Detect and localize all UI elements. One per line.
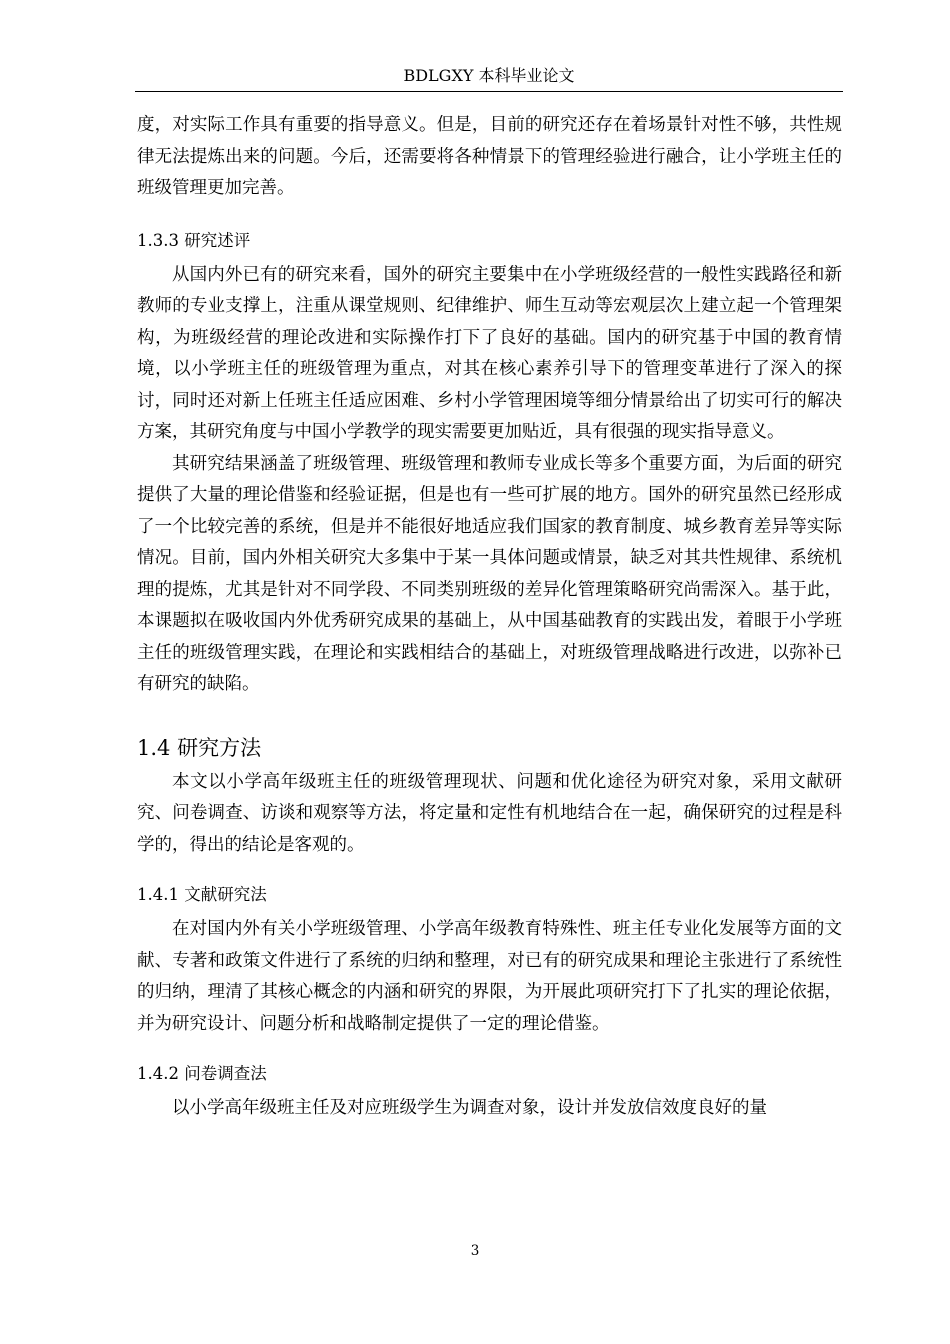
body-content — [137, 110, 842, 1125]
section-heading-1-3-3: 1.3.3 研究述评 — [137, 230, 251, 250]
header-divider — [135, 91, 843, 92]
section-heading-1-4-1: 1.4.1 文献研究法 — [137, 885, 267, 904]
paragraph-literature-method: 在对国内外有关小学班级管理、小学高年级教育特殊性、班主任专业化发展等方面的文献、专著和政策文件进行了系统的归纳和整理，对已有的研究成果和理论主张进行了系统性的归纳，理清了其核心概念的内涵和研究的界限，为开展此项研究打下了扎实的理论依据，并为研究设计、问题分析和战略制定提供了一定的理论借鉴。 — [137, 919, 842, 1034]
paragraph-methods-intro: 本文以小学高年级班主任的班级管理现状、问题和优化途径为研究对象，采用文献研究、问卷调查、访谈和观察等方法，将定量和定性有机地结合在一起，确保研究的过程是科学的，得出的结论是客观的。 — [137, 771, 842, 855]
running-header: BDLGXY 本科毕业论文 — [403, 66, 575, 85]
section-heading-1-4-2: 1.4.2 问卷调查法 — [137, 1064, 267, 1083]
paragraph-continued: 度，对实际工作具有重要的指导意义。但是，目前的研究还存在着场景针对性不够，共性规律无法提炼出来的问题。今后，还需要将各种情景下的管理经验进行融合，让小学班主任的班级管理更加完善。 — [137, 115, 842, 198]
paragraph-questionnaire-method: 以小学高年级班主任及对应班级学生为调查对象，设计并发放信效度良好的量 — [172, 1098, 767, 1118]
section-heading-1-4: 1.4 研究方法 — [137, 735, 262, 760]
page-number: 3 — [470, 1243, 480, 1259]
paragraph-review-1: 从国内外已有的研究来看，国外的研究主要集中在小学班级经营的一般性实践路径和新教师的专业支撑上，注重从课堂规则、纪律维护、师生互动等宏观层次上建立起一个管理架构，为班级经营的理论改进和实际操作打下了良好的基础。国内的研究基于中国的教育情境，以小学班主任的班级管理为重点，对其在核心素养引导下的管理变革进行了深入的探讨，同时还对新上任班主任适应困难、乡村小学管理困境等细分情景给出了切实可行的解决方案，其研究角度与中国小学教学的现实需要更加贴近，具有很强的现实指导意义。 — [137, 264, 842, 442]
paragraph-review-2: 其研究结果涵盖了班级管理、班级管理和教师专业成长等多个重要方面，为后面的研究提供了大量的理论借鉴和经验证据，但是也有一些可扩展的地方。国外的研究虽然已经形成了一个比较完善的系统，但是并不能很好地适应我们国家的教育制度、城乡教育差异等实际情况。目前，国内外相关研究大多集中于某一具体问题或情景，缺乏对其共性规律、系统机理的提炼，尤其是针对不同学段、不同类别班级的差异化管理策略研究尚需深入。基于此，本课题拟在吸收国内外优秀研究成果的基础上，从中国基础教育的实践出发，着眼于小学班主任的班级管理实践，在理论和实践相结合的基础上，对班级管理战略进行改进，以弥补已有研究的缺陷。 — [137, 453, 842, 694]
